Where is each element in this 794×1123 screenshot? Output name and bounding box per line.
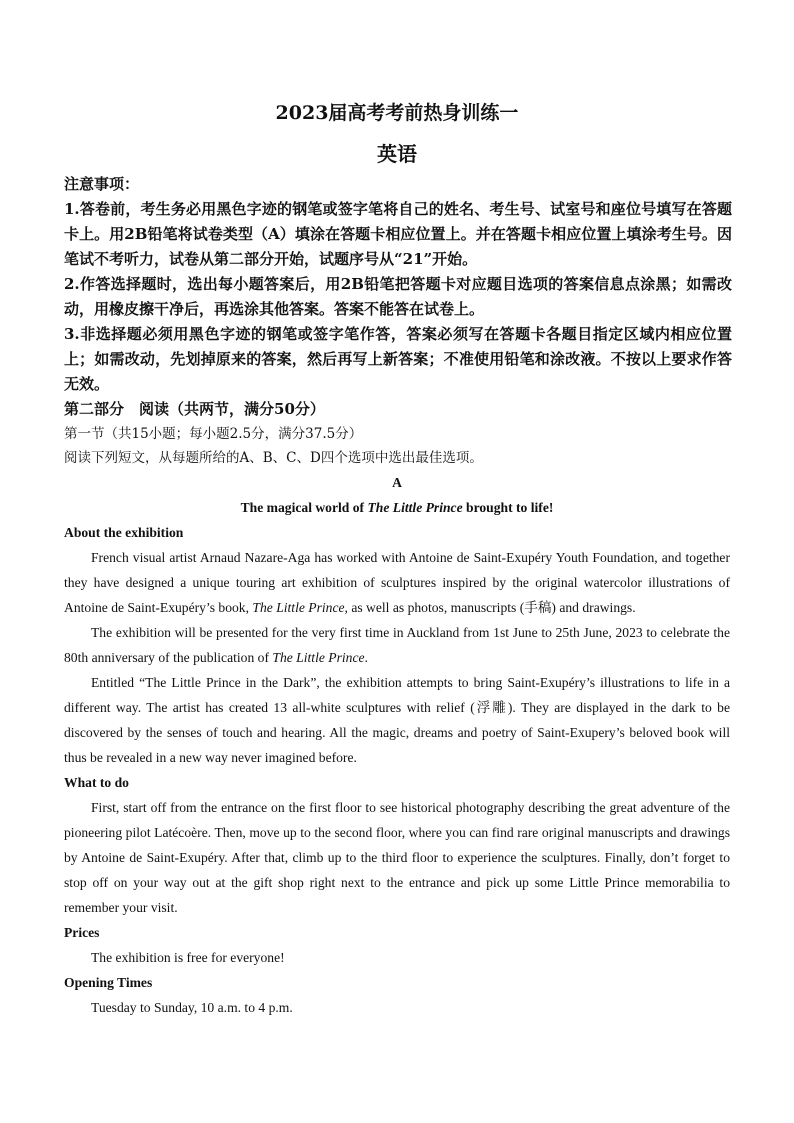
passage-label: A xyxy=(392,475,402,490)
about-heading: About the exhibition xyxy=(64,525,184,540)
paragraph: Entitled “The Little Prince in the Dark”, the exhibition attempts to bring Saint-Exupéry’s illustrations to life in a different way. The artist has created 13 all-white sculptures with relief (浮雕). They are displayed in the dark to be discovered by the senses of touch and hearing. All the magic, dreams and poetry of Saint-Exupery’s beloved book will thus be revealed in a new way never imagined before. xyxy=(64,675,730,765)
reading-instruction: 阅读下列短文，从每题所给的A、B、C、D四个选项中选出最佳选项。 xyxy=(64,450,483,466)
notice-item: 1.答卷前，考生务必用黑色字迹的钢笔或签字笔将自己的姓名、考生号、试室号和座位号填写在答题卡上。用2B铅笔将试卷类型（A）填涂在答题卡相应位置上。并在答题卡相应位置上填涂考生号。因笔试不考听力，试卷从第二部分开始，试题序号从“21”开始。 xyxy=(64,200,732,268)
passage xyxy=(64,470,730,1020)
paragraph: Tuesday to Sunday, 10 a.m. to 4 p.m. xyxy=(91,1000,293,1015)
paragraph: French visual artist Arnaud Nazare-Aga has worked with Antoine de Saint-Exupéry Youth Foundation, and together they have designed a unique touring art exhibition of sculptures inspired by the original watercolor illustrations of Antoine de Saint-Exupéry’s book, The Little Prince, as well as photos, manuscripts (手稿) and drawings. xyxy=(64,550,730,615)
passage-title: The magical world of The Little Prince brought to life! xyxy=(240,500,554,515)
notice-block xyxy=(64,172,732,470)
notice-heading: 注意事项： xyxy=(64,175,140,193)
prices-heading: Prices xyxy=(64,925,100,940)
paragraph: The exhibition will be presented for the very first time in Auckland from 1st June to 25th June, 2023 to celebrate the 80th anniversary of the publication of The Little Prince. xyxy=(64,625,730,665)
part-title: 第二部分 阅读（共两节，满分50分） xyxy=(64,400,325,418)
subject-title: 英语 xyxy=(377,142,417,166)
paragraph: The exhibition is free for everyone! xyxy=(91,950,285,965)
todo-heading: What to do xyxy=(64,775,129,790)
subsection-title: 第一节（共15小题；每小题2.5分，满分37.5分） xyxy=(64,426,363,442)
paragraph: First, start off from the entrance on the first floor to see historical photography describing the great adventure of the pioneering pilot Latécoère. Then, move up to the second floor, where you can find rare original manuscripts and drawings by Antoine de Saint-Exupéry. After that, climb up to the third floor to experience the sculptures. Finally, don’t forget to stop off on your way out at the gift shop right next to the entrance and pick up some Little Prince memorabilia to remember your visit. xyxy=(64,800,730,915)
times-heading: Opening Times xyxy=(64,975,153,990)
exam-title: 2023届高考考前热身训练一 xyxy=(275,102,519,124)
notice-item: 3.非选择题必须用黑色字迹的钢笔或签字笔作答，答案必须写在答题卡各题目指定区域内相应位置上；如需改动，先划掉原来的答案，然后再写上新答案；不准使用铅笔和涂改液。不按以上要求作答无效。 xyxy=(64,325,732,393)
notice-item: 2.作答选择题时，选出每小题答案后，用2B铅笔把答题卡对应题目选项的答案信息点涂黑；如需改动，用橡皮擦干净后，再选涂其他答案。答案不能答在试卷上。 xyxy=(64,275,732,318)
